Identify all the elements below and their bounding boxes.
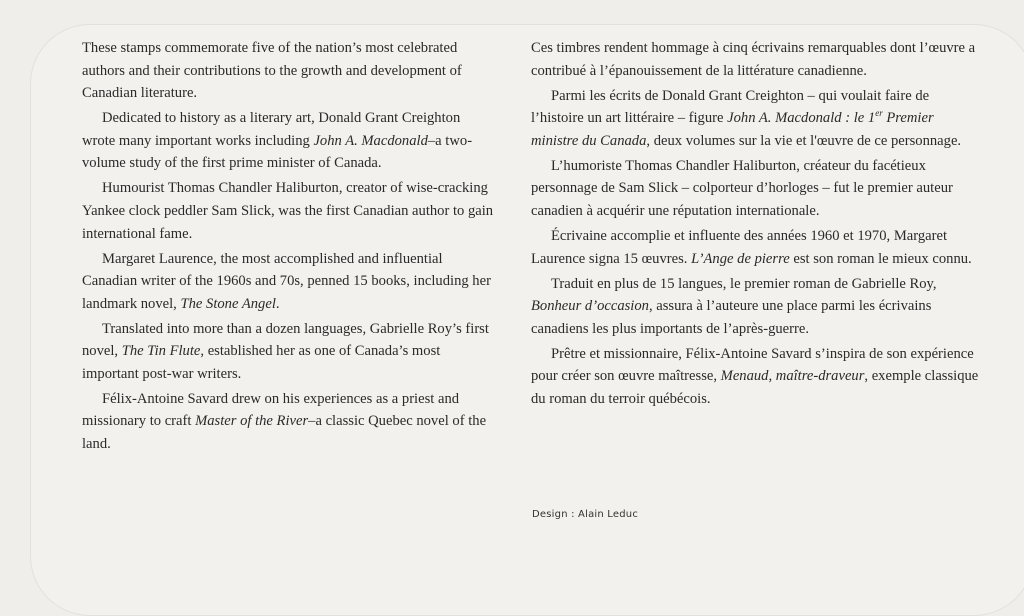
french-text-column <box>531 37 981 413</box>
design-credit: Design : Alain Leduc <box>532 509 639 520</box>
book-title: Bonheur d’occasion <box>531 298 649 315</box>
french-paragraph-intro: Ces timbres rendent hommage à cinq écrivains remarquables dont l’œuvre a contribué à l’épanouissement de la littérature canadienne. <box>531 40 976 79</box>
book-title: The Tin Flute <box>121 343 201 360</box>
french-paragraph-creighton: Parmi les écrits de Donald Grant Creighton – qui voulait faire de l’histoire un art littéraire – figure John A. Macdonald : le 1er Premier ministre du Canada, deux volumes sur la vie et l'œuvre de ce personnage. <box>531 87 962 149</box>
french-paragraph-haliburton: L’humoriste Thomas Chandler Haliburton, créateur du facétieux personnage de Sam Slick – colporteur d’horloges – fut le premier auteur canadien à acquérir une réputation internationale. <box>531 157 953 219</box>
english-paragraph-creighton: Dedicated to history as a literary art, Donald Grant Creighton wrote many important works including John A. Macdonald–a two-volume study of the first prime minister of Canada. <box>82 110 473 172</box>
english-paragraph-savard: Félix-Antoine Savard drew on his experiences as a priest and missionary to craft Master of the River–a classic Quebec novel of the land. <box>82 390 487 453</box>
english-paragraph-laurence: Margaret Laurence, the most accomplished and influential Canadian writer of the 1960s and 70s, penned 15 books, including her landmark novel, The Stone Angel. <box>82 250 491 312</box>
french-paragraph-roy: Traduit en plus de 15 langues, le premier roman de Gabrielle Roy, Bonheur d’occasion, assura à l’auteure une place parmi les écrivains canadiens les plus importants de l’après-guerre. <box>531 275 937 337</box>
book-title: Menaud, maître-draveur <box>720 368 865 385</box>
english-text-column <box>82 37 497 458</box>
french-paragraph-laurence: Écrivaine accomplie et influente des années 1960 et 1970, Margaret Laurence signa 15 œuvres. L’Ange de pierre est son roman le mieux connu. <box>531 227 972 267</box>
english-paragraph-intro: These stamps commemorate five of the nation’s most celebrated authors and their contributions to the growth and development of Canadian literature. <box>82 40 462 102</box>
english-paragraph-haliburton: Humourist Thomas Chandler Haliburton, creator of wise-cracking Yankee clock peddler Sam Slick, was the first Canadian author to gain international fame. <box>82 180 494 242</box>
english-paragraph-roy: Translated into more than a dozen languages, Gabrielle Roy’s first novel, The Tin Flute, established her as one of Canada’s most important post-war writers. <box>82 320 489 382</box>
book-title: John A. Macdonald <box>313 132 428 149</box>
book-title: Master of the River <box>195 413 309 430</box>
book-title: John A. Macdonald : le 1er Premier ministre du Canada <box>531 108 934 149</box>
french-paragraph-savard: Prêtre et missionnaire, Félix-Antoine Savard s’inspira de son expérience pour créer son œuvre maîtresse, Menaud, maître-draveur, exemple classique du roman du terroir québécois. <box>531 345 979 407</box>
book-title: The Stone Angel <box>180 295 276 312</box>
book-title: L’Ange de pierre <box>691 250 790 267</box>
